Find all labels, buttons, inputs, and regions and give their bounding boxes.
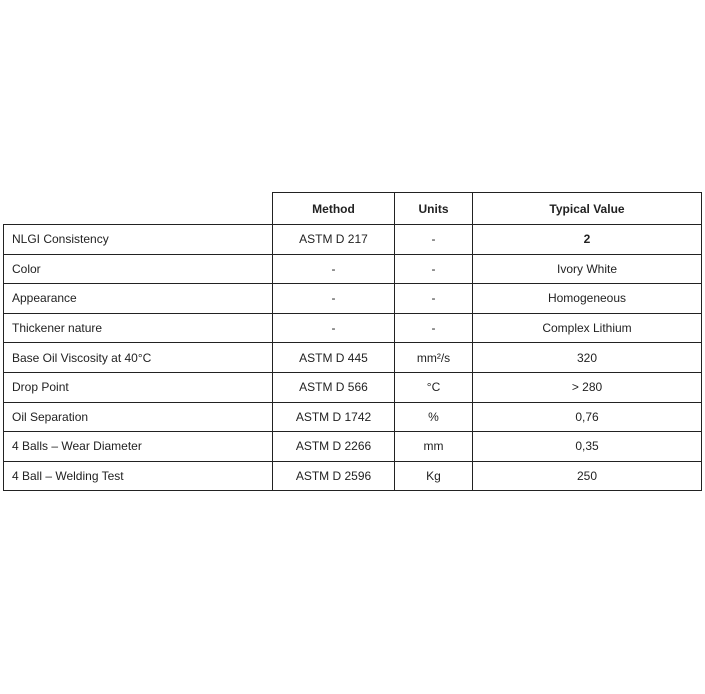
- method-cell: -: [273, 313, 395, 343]
- header-typical-value: Typical Value: [473, 193, 702, 225]
- units-cell: -: [395, 254, 473, 284]
- units-cell: mm: [395, 432, 473, 462]
- table-row: [4, 372, 702, 402]
- table-row: [4, 432, 702, 462]
- property-cell: Color: [4, 254, 273, 284]
- method-cell: -: [273, 284, 395, 314]
- units-cell: -: [395, 284, 473, 314]
- value-cell: Ivory White: [473, 254, 702, 284]
- table-row: [4, 225, 702, 255]
- property-cell: 4 Balls – Wear Diameter: [4, 432, 273, 462]
- method-cell: ASTM D 217: [273, 225, 395, 255]
- property-cell: 4 Ball – Welding Test: [4, 461, 273, 491]
- units-cell: -: [395, 313, 473, 343]
- method-cell: ASTM D 1742: [273, 402, 395, 432]
- header-property: [4, 193, 273, 225]
- value-cell: Homogeneous: [473, 284, 702, 314]
- method-cell: ASTM D 2266: [273, 432, 395, 462]
- property-cell: Drop Point: [4, 372, 273, 402]
- specifications-table: [3, 192, 702, 491]
- method-cell: ASTM D 2596: [273, 461, 395, 491]
- method-cell: ASTM D 445: [273, 343, 395, 373]
- table-row: [4, 254, 702, 284]
- header-row: [4, 193, 702, 225]
- method-cell: -: [273, 254, 395, 284]
- property-cell: NLGI Consistency: [4, 225, 273, 255]
- units-cell: °C: [395, 372, 473, 402]
- value-cell: 250: [473, 461, 702, 491]
- property-cell: Appearance: [4, 284, 273, 314]
- table-row: [4, 284, 702, 314]
- value-cell: Complex Lithium: [473, 313, 702, 343]
- table-row: [4, 461, 702, 491]
- property-cell: Thickener nature: [4, 313, 273, 343]
- table-row: [4, 402, 702, 432]
- table-row: [4, 313, 702, 343]
- header-method: Method: [273, 193, 395, 225]
- property-cell: Base Oil Viscosity at 40°C: [4, 343, 273, 373]
- units-cell: Kg: [395, 461, 473, 491]
- value-cell: 0,76: [473, 402, 702, 432]
- value-cell: 0,35: [473, 432, 702, 462]
- property-cell: Oil Separation: [4, 402, 273, 432]
- units-cell: %: [395, 402, 473, 432]
- header-units: Units: [395, 193, 473, 225]
- method-cell: ASTM D 566: [273, 372, 395, 402]
- table-row: [4, 343, 702, 373]
- value-cell: 2: [473, 225, 702, 255]
- value-cell: > 280: [473, 372, 702, 402]
- units-cell: mm²/s: [395, 343, 473, 373]
- units-cell: -: [395, 225, 473, 255]
- value-cell: 320: [473, 343, 702, 373]
